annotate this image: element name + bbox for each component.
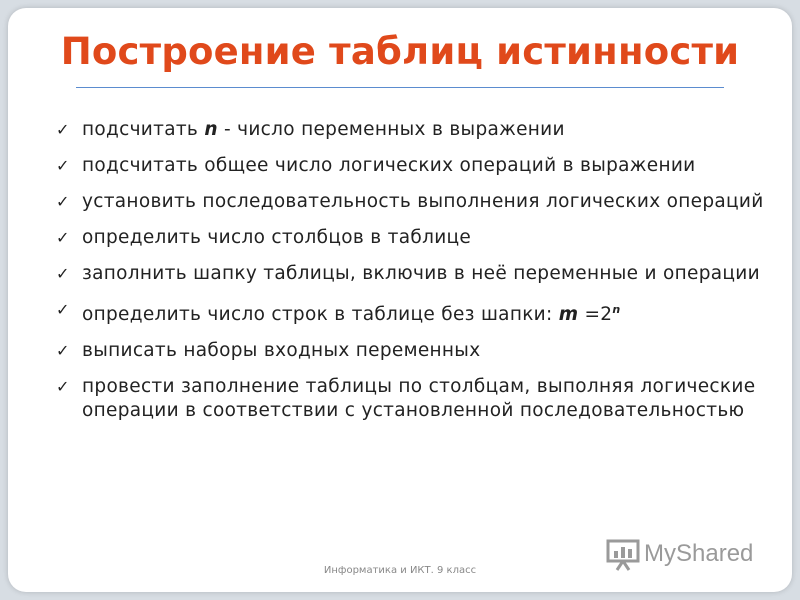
slide-title: Построение таблиц истинности [60, 30, 740, 73]
step-text: подсчитать n - число переменных в выражении [82, 119, 565, 140]
step-text: установить последовательность выполнения логических операций [82, 191, 764, 212]
step-text: выписать наборы входных переменных [82, 340, 481, 362]
step-text: определить число строк в таблице без шапки: $m =2^n$ [82, 303, 621, 326]
myshared-logo [606, 536, 753, 572]
step-item [56, 375, 766, 423]
checkmark-icon: ✓ [56, 264, 70, 283]
step-item [56, 339, 766, 363]
checkmark-icon: ✓ [56, 192, 70, 211]
checkmark-icon: ✓ [56, 341, 70, 361]
step-text: заполнить шапку таблицы, включив в неё переменные и операции [82, 263, 760, 284]
checkmark-icon: ✓ [56, 228, 70, 247]
title-underline [76, 87, 724, 88]
checkmark-icon: ✓ [56, 300, 70, 319]
checkmark-icon: ✓ [56, 120, 70, 139]
step-item [56, 226, 766, 250]
footer-text: Информатика и ИКТ. 9 класс [323, 565, 477, 576]
watermark-text: MyShared [644, 540, 754, 567]
step-text: провести заполнение таблицы по столбцам, выполняя логические операции в соответствии с установленной последовательностью [82, 376, 756, 422]
step-item [56, 190, 766, 214]
steps-list [56, 118, 766, 435]
checkmark-icon: ✓ [56, 156, 70, 175]
step-item [56, 154, 766, 178]
step-item [56, 298, 766, 327]
step-item [56, 262, 766, 286]
presentation-board-icon [606, 537, 640, 571]
step-text: подсчитать общее число логических операций в выражении [82, 155, 696, 176]
step-text: определить число столбцов в таблице [82, 227, 472, 248]
checkmark-icon: ✓ [56, 377, 70, 397]
step-item [56, 118, 766, 142]
